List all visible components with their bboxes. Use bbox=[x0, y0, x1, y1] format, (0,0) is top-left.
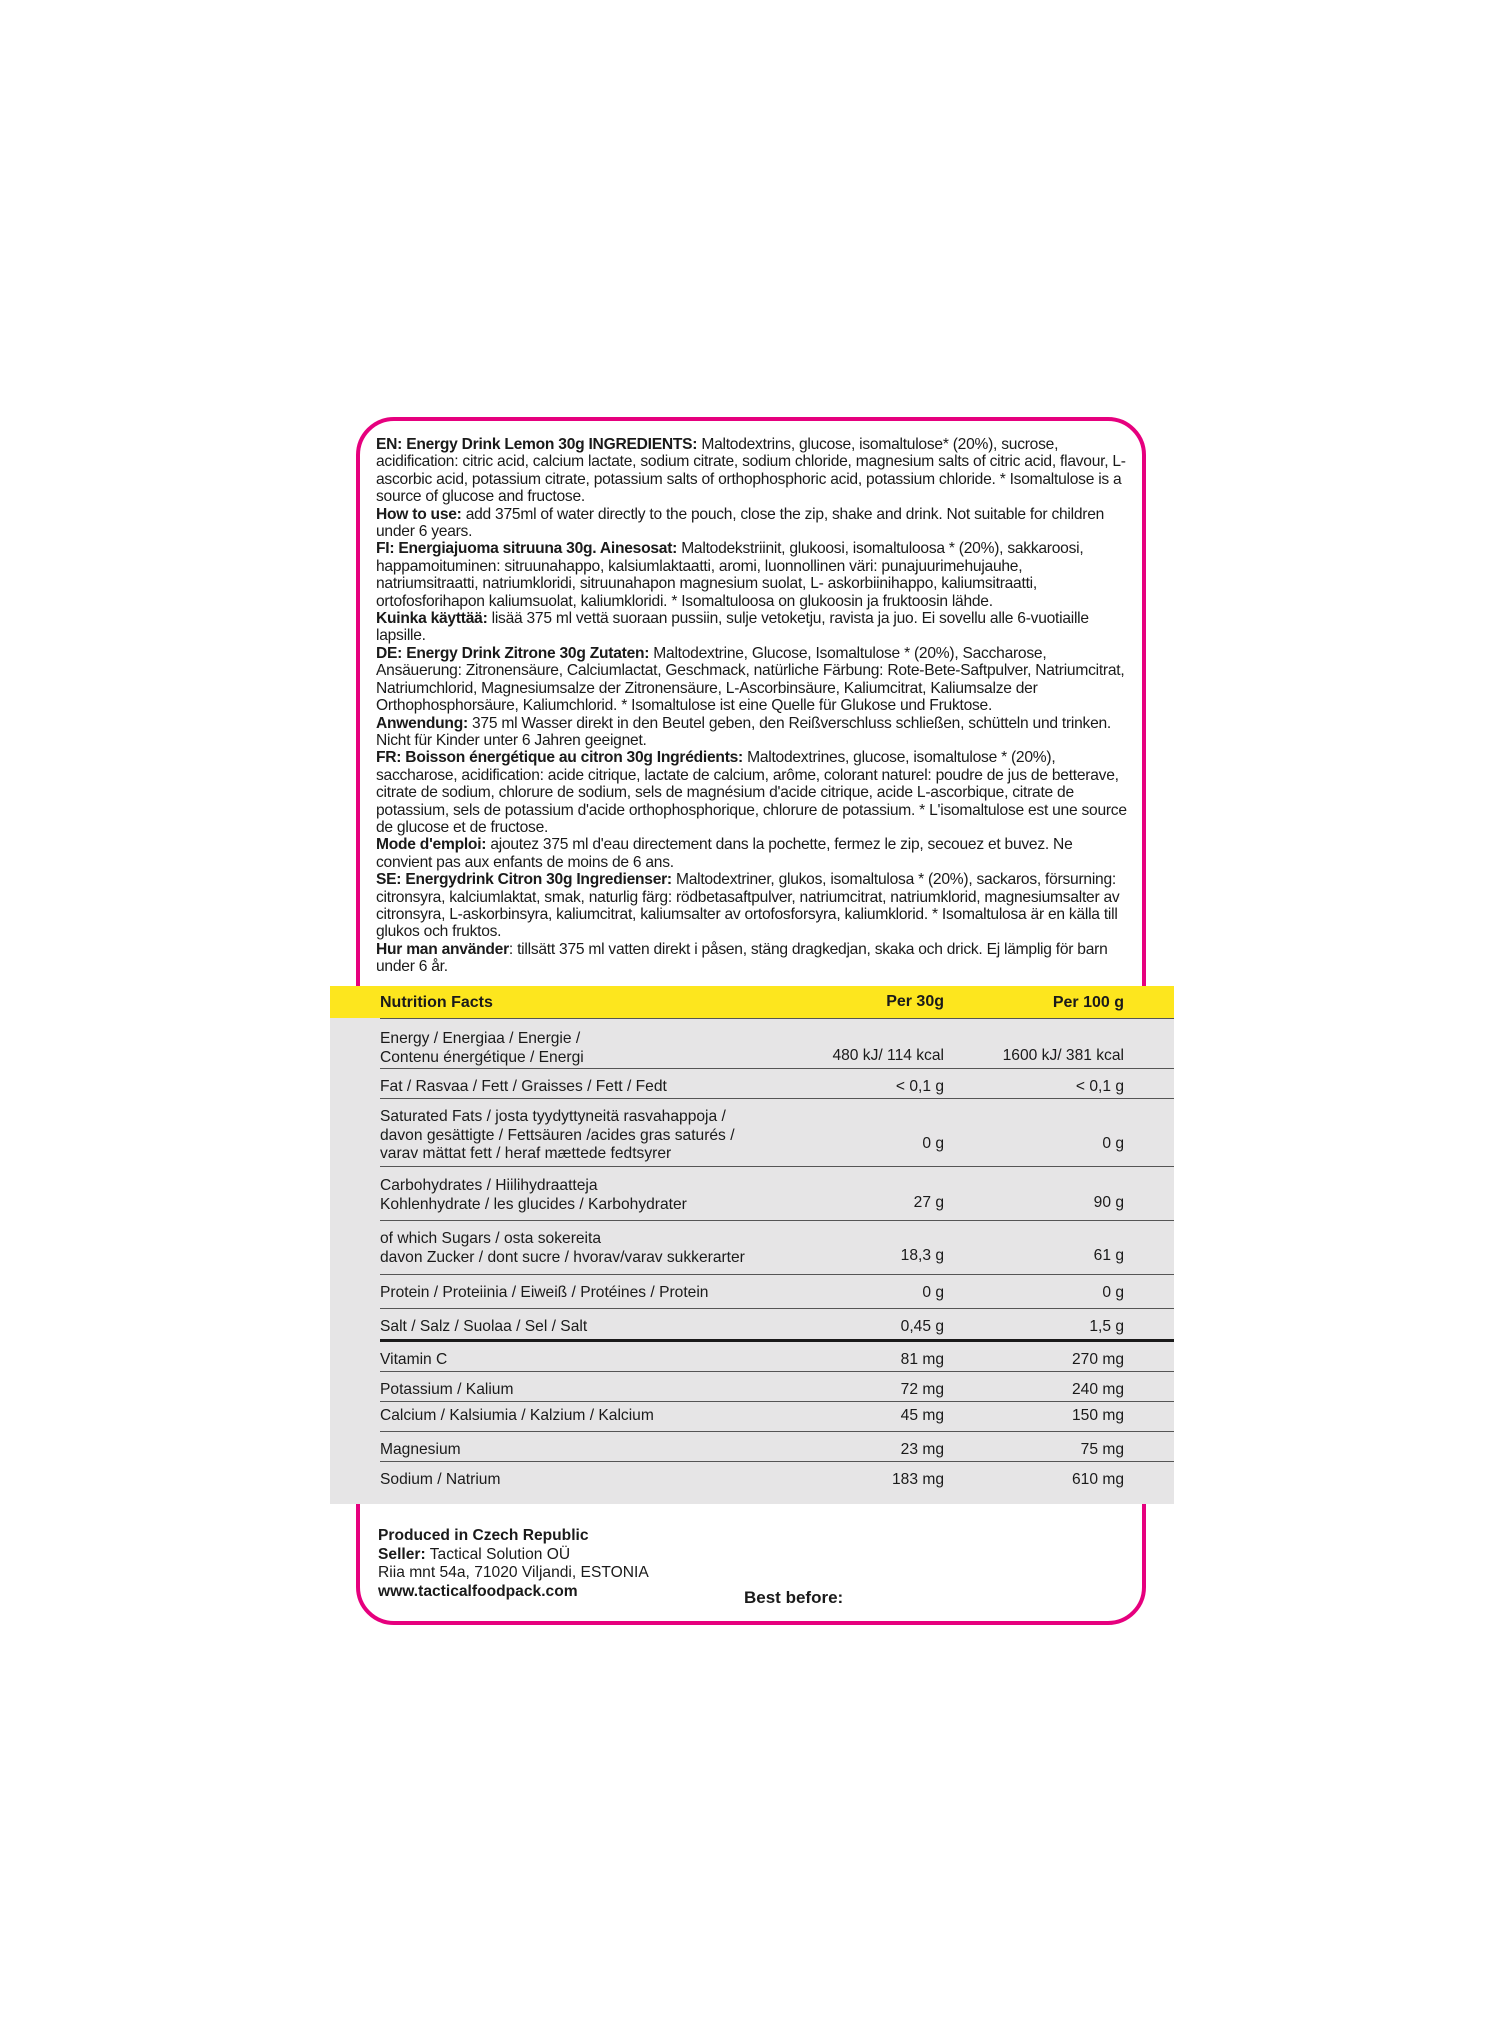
website: www.tacticalfoodpack.com bbox=[378, 1582, 578, 1600]
nutrient-label-line: davon Zucker / dont sucre / hvorav/varav sukkerarter bbox=[380, 1248, 745, 1266]
value-per-30g: 480 kJ/ 114 kcal bbox=[832, 1047, 944, 1065]
value-per-100g: 1600 kJ/ 381 kcal bbox=[1002, 1047, 1124, 1065]
nutrient-label-line: varav mättat fett / heraf mættede fedtsyrer bbox=[380, 1145, 672, 1163]
value-per-100g: 610 mg bbox=[1071, 1471, 1124, 1488]
value-per-100g: 0 g bbox=[1102, 1284, 1124, 1301]
value-per-100g: < 0,1 g bbox=[1075, 1078, 1124, 1095]
nutrition-row bbox=[330, 1069, 1174, 1099]
nutrient-label bbox=[380, 1471, 810, 1490]
how-to-use-de: Anwendung: 375 ml Wasser direkt in den Beutel geben, den Reißverschluss schließen, schütteln und trinken. Nicht für Kinder unter 6 Jahren geeignet. bbox=[376, 714, 1112, 749]
how-to-use-en: How to use: add 375ml of water directly to the pouch, close the zip, shake and drink. Not suitable for children under 6 years. bbox=[376, 505, 1105, 541]
value-per-100g: 61 g bbox=[1093, 1247, 1124, 1265]
nutrient-label bbox=[380, 1230, 810, 1267]
value-per-30g: 27 g bbox=[913, 1194, 944, 1212]
best-before-label: Best before: bbox=[744, 1588, 844, 1607]
footer-info bbox=[378, 1527, 649, 1601]
value-per-30g: 183 mg bbox=[891, 1471, 944, 1488]
value-per-100g: 0 g bbox=[1102, 1134, 1124, 1152]
nutrition-body bbox=[330, 1018, 1174, 1504]
value-per-30g: 0 g bbox=[922, 1134, 944, 1152]
nutrition-row bbox=[330, 1099, 1174, 1167]
ingredients-en: EN: Energy Drink Lemon 30g INGREDIENTS: Maltodextrins, glucose, isomaltulose* (20%), sucrose, acidification: citric acid, calcium lactate, sodium citrate, sodium chloride, magnesium salts of citric acid, flavour, L- ascorbic acid, potassium citrate, potassium salts of orthophosphoric acid, potassium chloride. * Isomaltulose is a source of glucose and fructose. bbox=[376, 436, 1126, 506]
ingredients-fi: FI: Energiajuoma sitruuna 30g. Ainesosat: Maltodekstriinit, glukoosi, isomaltuloosa * (20%), sakkaroosi, happamoituminen: sitruunahappo, kalsiumlaktaatti, aromi, luonnollinen väri: punajuurimehujauhe, natriumsitraatti, natriumkloridi, sitruunahapon magnesium suolat, L- askorbiinihappo, kaliumsitraatti, ortofosforihapon kaliumsuolat, kaliumkloridi. * Isomaltuloosa on glukoosin ja fruktoosin lähde. bbox=[376, 540, 1084, 610]
per-100g-heading: Per 100 g bbox=[1052, 994, 1124, 1011]
nutrition-row bbox=[330, 1342, 1174, 1372]
value-per-100g: 90 g bbox=[1093, 1194, 1124, 1212]
nutrition-row bbox=[330, 1402, 1174, 1432]
nutrient-label-line: Protein / Proteiinia / Eiweiß / Protéines / Protein bbox=[380, 1284, 709, 1301]
ingredients-se: SE: Energydrink Citron 30g Ingredienser: Maltodextriner, glukos, isomaltulosa * (20%), sackaros, försurning: citronsyra, kalciumlaktat, smak, naturlig färg: rödbetasaftpulver, natriumcitrat, natriumklorid, magnesiumsalter av citronsyra, L-askorbinsyra, kaliumcitrat, kaliumsalter av ortofosforsyra, kaliumklorid. * Isomaltulosa är en källa till glukos och fruktos. bbox=[376, 871, 1120, 941]
value-per-30g: 0 g bbox=[922, 1284, 944, 1301]
value-per-30g: 72 mg bbox=[900, 1381, 944, 1398]
nutrient-label bbox=[380, 1381, 810, 1400]
value-per-30g: < 0,1 g bbox=[895, 1078, 944, 1095]
nutrition-facts-heading: Nutrition Facts bbox=[380, 994, 493, 1011]
produced-in: Produced in Czech Republic bbox=[378, 1527, 589, 1544]
nutrition-row bbox=[330, 1221, 1174, 1275]
nutrient-label-line: Kohlenhydrate / les glucides / Karbohydrater bbox=[380, 1195, 687, 1213]
nutrition-row bbox=[330, 1462, 1174, 1496]
nutrient-label-line: Fat / Rasvaa / Fett / Graisses / Fett / Fedt bbox=[380, 1078, 667, 1095]
nutrient-label-line: Magnesium bbox=[380, 1441, 461, 1458]
per-30g-heading: Per 30g bbox=[886, 993, 944, 1010]
nutrient-label bbox=[380, 1108, 810, 1164]
nutrient-label-line: davon gesättigte / Fettsäuren /acides gras saturés / bbox=[380, 1126, 735, 1144]
nutrition-header bbox=[330, 986, 1174, 1018]
nutrient-label-line: Vitamin C bbox=[380, 1351, 448, 1368]
how-to-use-fi: Kuinka käyttää: lisää 375 ml vettä suoraan pussiin, sulje vetoketju, ravista ja juo. Ei sovellu alle 6-vuotiaille lapsille. bbox=[376, 610, 1089, 645]
value-per-30g: 45 mg bbox=[900, 1407, 944, 1424]
nutrient-label-line: Potassium / Kalium bbox=[380, 1381, 514, 1398]
nutrient-label bbox=[380, 1030, 810, 1067]
value-per-30g: 81 mg bbox=[900, 1351, 944, 1368]
nutrition-row bbox=[330, 1018, 1174, 1069]
seller-address: Riia mnt 54a, 71020 Viljandi, ESTONIA bbox=[378, 1564, 649, 1581]
nutrient-label-line: Contenu énergétique / Energi bbox=[380, 1048, 584, 1066]
how-to-use-se: Hur man använder: tillsätt 375 ml vatten direkt i påsen, stäng dragkedjan, skaka och drick. Ej lämplig för barn under 6 år. bbox=[376, 940, 1108, 976]
nutrient-label-line: Calcium / Kalsiumia / Kalzium / Kalcium bbox=[380, 1407, 654, 1424]
value-per-100g: 270 mg bbox=[1071, 1351, 1124, 1368]
nutrient-label-line: Salt / Salz / Suolaa / Sel / Salt bbox=[380, 1318, 588, 1335]
nutrition-row bbox=[330, 1309, 1174, 1342]
ingredients-block bbox=[376, 436, 1128, 976]
value-per-100g: 240 mg bbox=[1071, 1381, 1124, 1398]
how-to-use-fr: Mode d'emploi: ajoutez 375 ml d'eau directement dans la pochette, fermez le zip, secouez et buvez. Ne convient pas aux enfants de moins de 6 ans. bbox=[376, 836, 1073, 871]
nutrient-label bbox=[380, 1177, 810, 1214]
value-per-100g: 150 mg bbox=[1071, 1407, 1124, 1424]
nutrient-label bbox=[380, 1078, 810, 1097]
value-per-100g: 75 mg bbox=[1080, 1441, 1124, 1458]
value-per-30g: 18,3 g bbox=[900, 1247, 944, 1265]
seller: Seller: Tactical Solution OÜ bbox=[378, 1545, 571, 1563]
header-separator bbox=[380, 1018, 1174, 1019]
nutrition-row bbox=[330, 1275, 1174, 1309]
nutrient-label-line: of which Sugars / osta sokereita bbox=[380, 1230, 602, 1247]
nutrition-row bbox=[330, 1372, 1174, 1402]
ingredients-de: DE: Energy Drink Zitrone 30g Zutaten: Maltodextrine, Glucose, Isomaltulose * (20%), Saccharose, Ansäuerung: Zitronensäure, Calciumlactat, Geschmack, natürliche Färbung: Rote-Bete-Saftpulver, Natriumcitrat, Natriumchlorid, Magnesiumsalze der Zitronensäure, L-Ascorbinsäure, Kaliumcitrat, Kaliumsalze der Orthophosphorsäure, Kaliumchlorid. * Isomaltulose ist eine Quelle für Glukose und Fruktose. bbox=[376, 644, 1125, 715]
nutrition-row bbox=[330, 1167, 1174, 1221]
nutrient-label bbox=[380, 1351, 810, 1370]
nutrient-label bbox=[380, 1284, 810, 1303]
value-per-30g: 0,45 g bbox=[900, 1318, 944, 1335]
value-per-100g: 1,5 g bbox=[1089, 1318, 1124, 1335]
nutrient-label-line: Sodium / Natrium bbox=[380, 1471, 501, 1488]
nutrient-label bbox=[380, 1407, 810, 1426]
nutrient-label-line: Saturated Fats / josta tyydyttyneitä rasvahappoja / bbox=[380, 1108, 726, 1125]
value-per-30g: 23 mg bbox=[900, 1441, 944, 1458]
nutrient-label-line: Energy / Energiaa / Energie / bbox=[380, 1030, 581, 1047]
nutrient-label bbox=[380, 1441, 810, 1460]
nutrition-table bbox=[330, 986, 1174, 1504]
nutrient-label bbox=[380, 1318, 810, 1337]
ingredients-fr: FR: Boisson énergétique au citron 30g Ingrédients: Maltodextrines, glucose, isomaltulose * (20%), saccharose, acidification: acide citrique, lactate de calcium, arôme, colorant naturel: poudre de jus de betterave, citrate de sodium, chlorure de sodium, sels de magnésium d'acide citrique, acide L-ascorbique, citrate de potassium, sels de potassium d'acide orthophosphorique, chlorure de potassium. * L'isomaltulose est une source de glucose et de fructose. bbox=[376, 749, 1127, 836]
nutrient-label-line: Carbohydrates / Hiilihydraatteja bbox=[380, 1177, 598, 1194]
nutrition-row bbox=[330, 1432, 1174, 1462]
